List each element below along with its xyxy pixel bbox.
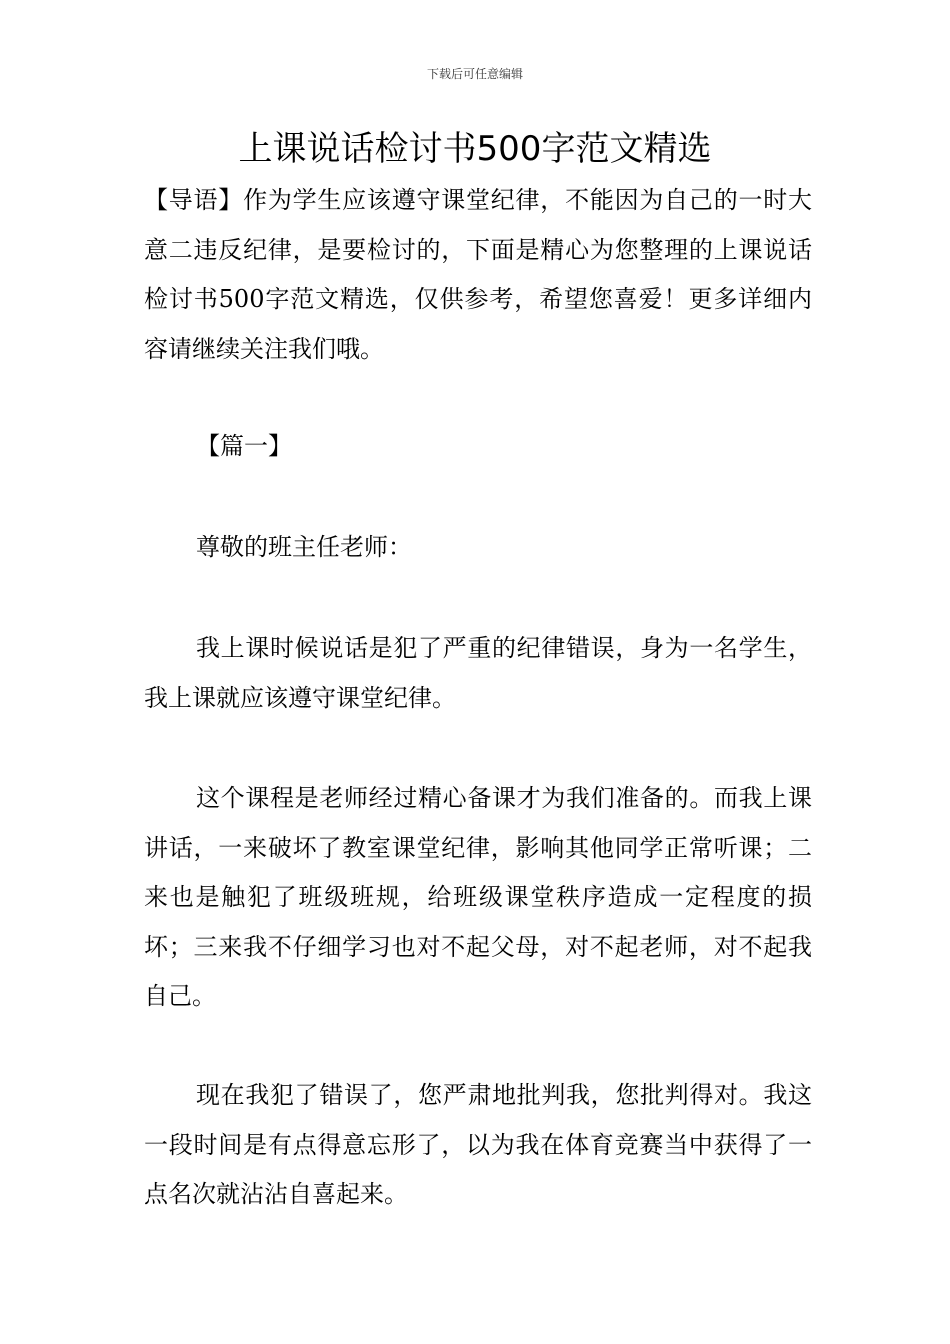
body-paragraph-1: 我上课时候说话是犯了严重的纪律错误，身为一名学生，我上课就应该遵守课堂纪律。 [144,634,812,712]
section-heading: 【篇一】 [196,432,292,460]
body-paragraph-2: 这个课程是老师经过精心备课才为我们准备的。而我上课讲话，一来破坏了教室课堂纪律，影响其他同学正常听课；二来也是触犯了班级班规，给班级课堂秩序造成一定程度的损坏；三来我不仔细学习也对不起父母，对不起老师，对不起我自己。 [144,784,812,1010]
salutation: 尊敬的班主任老师： [196,533,412,561]
document-title: 上课说话检讨书500字范文精选 [238,129,712,169]
body-paragraph-3: 现在我犯了错误了，您严肃地批判我，您批判得对。我这一段时间是有点得意忘形了，以为我在体育竞赛当中获得了一点名次就沾沾自喜起来。 [144,1081,812,1208]
intro-paragraph: 【导语】作为学生应该遵守课堂纪律，不能因为自己的一时大意二违反纪律，是要检讨的，下面是精心为您整理的上课说话检讨书500字范文精选，仅供参考，希望您喜爱！更多详细内容请继续关注我们哦。 [144,186,812,363]
header-note: 下载后可任意编辑 [426,67,523,81]
